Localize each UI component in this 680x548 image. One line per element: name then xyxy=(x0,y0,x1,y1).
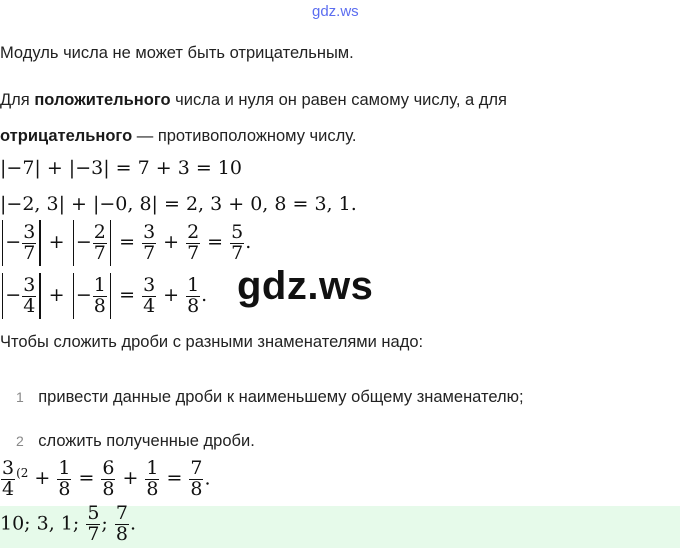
paragraph-2-line-2 xyxy=(0,127,356,146)
period: . xyxy=(201,284,208,306)
list-item-1 xyxy=(16,388,524,407)
minus-sign: − xyxy=(75,231,92,253)
paragraph-3-post: — противоположному числу. xyxy=(132,127,357,145)
fraction: $\frac{3}{4}$ xyxy=(143,273,156,317)
fraction: $\frac{2}{7}$ xyxy=(93,220,106,264)
equals-sign: = xyxy=(166,467,183,490)
equation-2: |−2, 3| + |−0, 8| = 2, 3 + 0, 8 = 3, 1. xyxy=(0,193,357,215)
equals-sign: = xyxy=(119,231,136,253)
fraction: $\frac{7}{8}$ xyxy=(115,502,128,545)
plus-sign: + xyxy=(122,467,139,490)
list-text: привести данные дроби к наименьшему общему знаменателю; xyxy=(38,388,524,406)
equation-4 xyxy=(0,273,207,319)
abs-bar xyxy=(2,220,3,266)
minus-sign: − xyxy=(5,284,22,306)
paragraph-2-pre: Для xyxy=(0,91,35,109)
list-item-2 xyxy=(16,432,255,451)
separator: ; xyxy=(101,512,108,535)
list-number: 2 xyxy=(16,433,24,449)
equals-sign: = xyxy=(78,467,95,490)
fraction: $\frac{5}{7}$ xyxy=(231,220,244,264)
equals-sign: = xyxy=(119,284,136,306)
fraction: $\frac{6}{8}$ xyxy=(102,457,115,500)
paragraph-1: Модуль числа не может быть отрицательным. xyxy=(0,44,354,62)
fraction: $\frac{1}{8}$ xyxy=(93,273,106,317)
fraction: $\frac{3}{7}$ xyxy=(143,220,156,264)
plus-sign: + xyxy=(163,231,180,253)
fraction: $\frac{3}{4}$ xyxy=(2,457,15,500)
period: . xyxy=(245,231,252,253)
abs-bar xyxy=(73,273,74,319)
list-text: сложить полученные дроби. xyxy=(38,432,255,450)
equation-1: |−7| + |−3| = 7 + 3 = 10 xyxy=(0,157,242,179)
abs-bar xyxy=(39,220,40,266)
fraction: $\frac{1}{8}$ xyxy=(187,273,200,317)
period: . xyxy=(129,512,137,535)
paragraph-2-bold: положительного xyxy=(34,91,171,109)
paragraph-2-post: числа и нуля он равен самому числу, а для xyxy=(170,91,507,109)
abs-bar xyxy=(110,220,111,266)
instructions-intro: Чтобы сложить дроби с разными знаменателями надо: xyxy=(0,333,424,351)
fraction: $\frac{3}{4}$ xyxy=(23,273,36,317)
paragraph-3-bold: отрицательного xyxy=(0,127,133,145)
site-link[interactable]: gdz.ws xyxy=(312,3,359,20)
fraction: $\frac{1}{8}$ xyxy=(146,457,159,500)
abs-bar xyxy=(73,220,74,266)
paragraph-2-line-1 xyxy=(0,91,507,110)
abs-bar xyxy=(39,273,40,319)
list-number: 1 xyxy=(16,389,24,405)
fraction: $\frac{3}{7}$ xyxy=(23,220,36,264)
minus-sign: − xyxy=(75,284,92,306)
fraction: $\frac{7}{8}$ xyxy=(190,457,203,500)
equation-3 xyxy=(0,220,251,266)
plus-sign: + xyxy=(34,467,51,490)
minus-sign: − xyxy=(5,231,22,253)
period: . xyxy=(204,467,211,490)
abs-bar xyxy=(2,273,3,319)
fraction: $\frac{1}{8}$ xyxy=(58,457,71,500)
plus-sign: + xyxy=(163,284,180,306)
multiplier-superscript: (2 xyxy=(16,466,29,481)
answer-line xyxy=(0,504,136,545)
fraction: $\frac{2}{7}$ xyxy=(187,220,200,264)
answer-prefix: 10; 3, 1; xyxy=(0,512,80,535)
fraction: $\frac{5}{7}$ xyxy=(87,502,100,545)
abs-bar xyxy=(110,273,111,319)
watermark: gdz.ws xyxy=(237,264,374,308)
equals-sign: = xyxy=(207,231,224,253)
plus-sign: + xyxy=(48,284,65,306)
final-equation xyxy=(0,459,211,500)
plus-sign: + xyxy=(48,231,65,253)
